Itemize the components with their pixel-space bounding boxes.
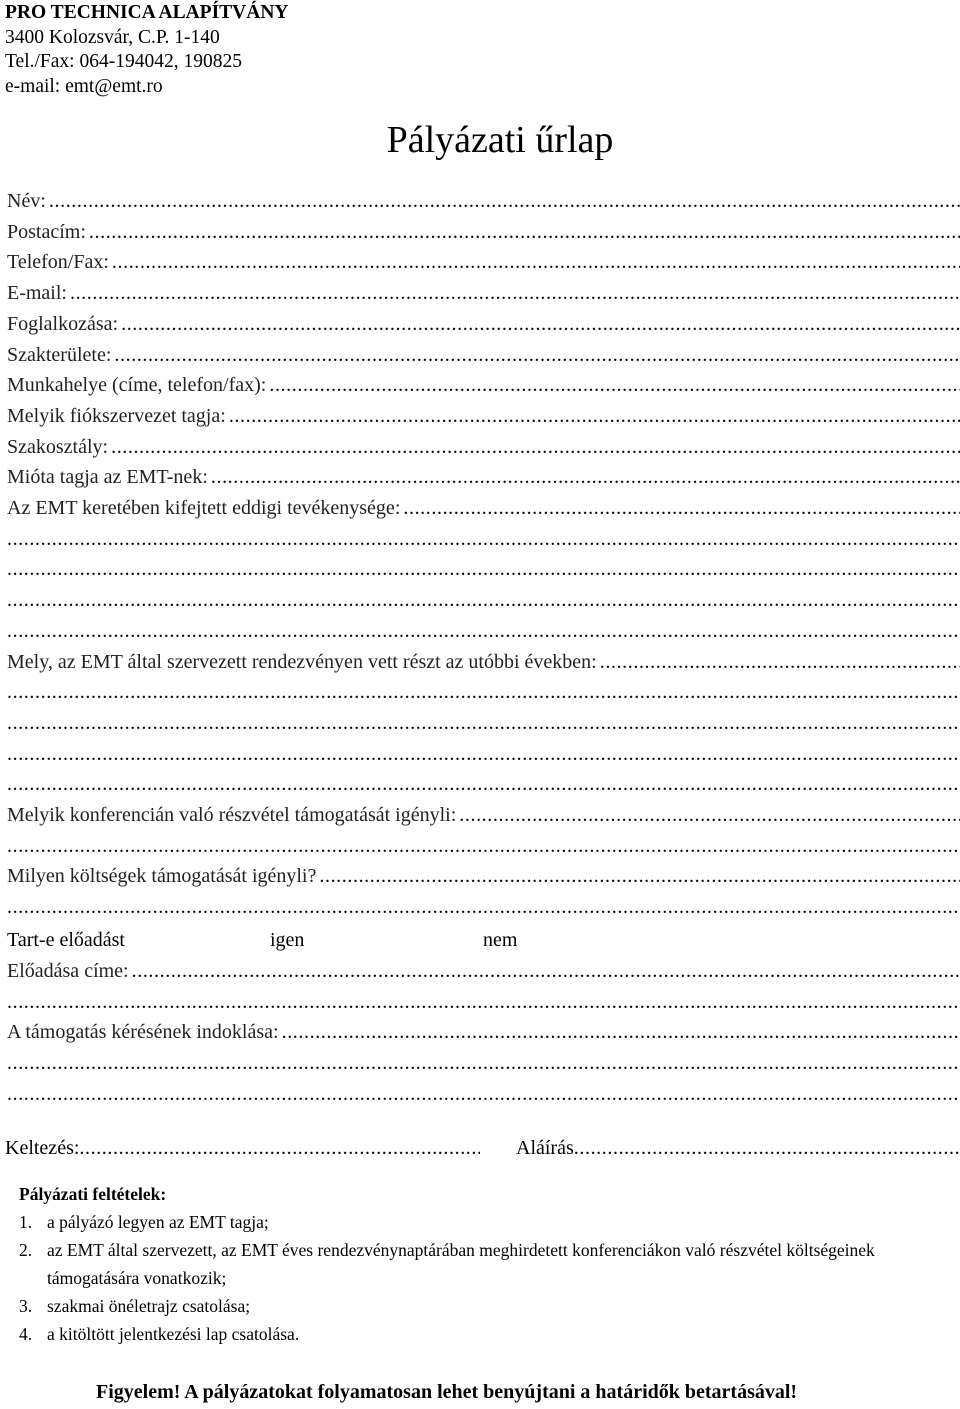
condition-item [19,1236,949,1292]
form-field-row[interactable] [7,987,960,1017]
condition-text: a pályázó legyen az EMT tagja; [47,1212,269,1232]
dotted-line [7,739,960,769]
dotted-line [7,554,960,584]
form-field-label: Melyik konferencián való részvétel támogatását igényli: [7,804,457,826]
organization-address: 3400 Kolozsvár, C.P. 1-140 [5,26,220,48]
condition-text: a kitöltött jelentkezési lap csatolása. [47,1324,300,1344]
dotted-line [403,493,960,523]
presentation-no-option[interactable]: nem [483,929,518,951]
dotted-line [7,831,960,861]
dotted-line [7,585,960,615]
form-field-label: Szakterülete: [7,343,112,366]
condition-text: az EMT által szervezett, az EMT éves rendezvénynaptárában meghirdetett konferenciákon való részvétel költségeinek támogatására vonatkozik; [47,1240,875,1288]
form-field-label: Az EMT keretében kifejtett eddigi tevékenysége: [7,497,401,519]
form-field-label: Telefon/Fax: [7,251,109,274]
form-field-row[interactable] [7,340,960,370]
form-field-label: Melyik fiókszervezet tagja: [7,404,226,427]
form-field-row[interactable] [7,186,960,216]
dotted-line [89,217,960,247]
condition-number: 4. [19,1324,33,1344]
dotted-line [112,247,960,277]
form-field-row[interactable] [7,493,960,523]
dotted-line [229,401,960,431]
form-field-row[interactable] [7,708,960,738]
form-field-label: Mióta tagja az EMT-nek: [7,466,208,489]
date-field[interactable] [5,1133,480,1163]
dotted-line [49,186,960,216]
dotted-line [7,769,960,799]
conditions-title: Pályázati feltételek: [19,1184,167,1204]
dotted-line [459,800,960,830]
dotted-line [7,892,960,922]
form-field-row[interactable] [7,739,960,769]
dotted-line [574,1133,960,1163]
dotted-line [114,340,960,370]
signature-label: Aláírás [516,1137,574,1159]
form-field-row[interactable] [7,769,960,799]
dotted-line [79,1133,480,1163]
dotted-line [211,462,960,492]
signature-row [5,1133,960,1163]
condition-item [19,1208,949,1236]
dotted-line [7,1048,960,1078]
date-label: Keltezés: [5,1137,80,1159]
dotted-line [132,956,960,986]
dotted-line [7,524,960,554]
dotted-line [7,677,960,707]
form-field-row[interactable] [7,524,960,554]
form-field-row[interactable] [7,432,960,462]
form-field-row[interactable] [7,217,960,247]
presentation-row [7,925,960,955]
condition-number: 1. [19,1212,33,1232]
form-field-label: A támogatás kérésének indoklása: [7,1021,279,1044]
form-field-label: Milyen költségek támogatását igényli? [7,865,317,888]
deadline-warning: Figyelem! A pályázatokat folyamatosan lehet benyújtani a határidők betartásával! [96,1381,798,1403]
signature-field[interactable] [516,1133,960,1163]
form-field-row[interactable] [7,247,960,277]
dotted-line [319,861,960,891]
form-field-row[interactable] [7,892,960,922]
form-field-label: Postacím: [7,220,86,243]
form-field-row[interactable] [7,1079,960,1109]
form-field-label: Előadása címe: [7,960,129,982]
dotted-line [7,708,960,738]
form-field-row[interactable] [7,309,960,339]
condition-item [19,1320,949,1348]
dotted-line [600,647,960,677]
form-field-label: Név: [7,190,46,212]
dotted-line [121,309,960,339]
organization-phone: Tel./Fax: 064-194042, 190825 [5,51,242,72]
dotted-line [7,1079,960,1109]
dotted-line [282,1017,960,1047]
condition-number: 2. [19,1240,33,1260]
form-field-row[interactable] [7,647,960,677]
form-field-row[interactable] [7,956,960,986]
form-field-row[interactable] [7,585,960,615]
document-title: Pályázati űrlap [386,119,614,161]
form-field-row[interactable] [7,800,960,830]
presentation-question: Tart-e előadást [7,929,125,951]
form-field-label: Mely, az EMT által szervezett rendezvényen vett részt az utóbbi években: [7,650,597,673]
presentation-yes-option[interactable]: igen [270,929,305,951]
condition-number: 3. [19,1296,33,1316]
organization-email: e-mail: emt@emt.ro [5,75,163,97]
form-field-label: Szakosztály: [7,435,109,458]
form-field-row[interactable] [7,616,960,646]
organization-header [5,1,289,99]
form-field-row[interactable] [7,1017,960,1047]
form-field-row[interactable] [7,861,960,891]
dotted-line [7,616,960,646]
conditions-list [19,1208,949,1348]
form-field-row[interactable] [7,370,960,400]
form-field-row[interactable] [7,462,960,492]
form-field-label: E-mail: [7,282,67,305]
dotted-line [111,432,960,462]
organization-name: PRO TECHNICA ALAPÍTVÁNY [5,2,289,23]
form-field-row[interactable] [7,1048,960,1078]
condition-item [19,1292,949,1320]
form-field-label: Munkahelye (címe, telefon/fax): [7,374,267,397]
form-field-row[interactable] [7,401,960,431]
dotted-line [269,370,960,400]
form-field-row[interactable] [7,278,960,308]
form-field-row[interactable] [7,554,960,584]
dotted-line [70,278,960,308]
form-field-row[interactable] [7,831,960,861]
form-field-label: Foglalkozása: [7,312,119,335]
dotted-line [7,987,960,1017]
condition-text: szakmai önéletrajz csatolása; [47,1296,251,1316]
form-field-row[interactable] [7,677,960,707]
